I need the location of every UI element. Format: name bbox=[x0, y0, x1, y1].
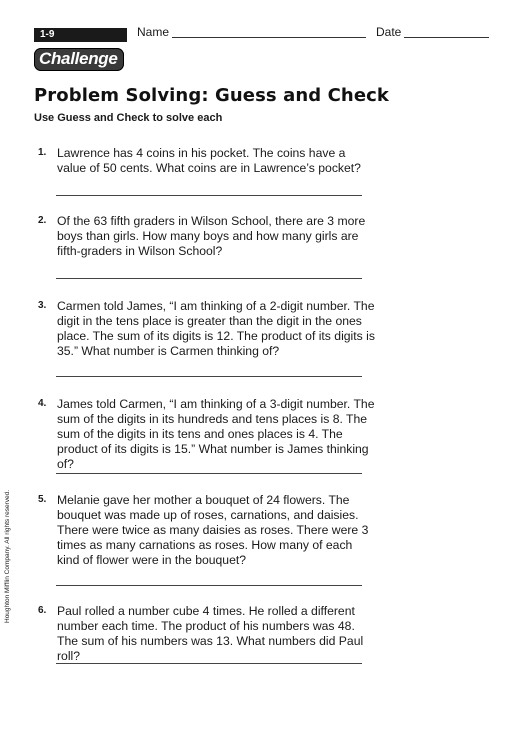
problem-number: 1. bbox=[38, 147, 47, 158]
problem-text: Lawrence has 4 coins in his pocket. The coins have a value of 50 cents. What coins are in Lawrence’s pocket? bbox=[57, 146, 361, 175]
answer-line-2[interactable] bbox=[56, 278, 362, 279]
problem-text: Of the 63 fifth graders in Wilson School, there are 3 more boys than girls. How many boys and how many girls are fifth-graders in Wilson School? bbox=[57, 214, 366, 258]
problem-text: Carmen told James, “I am thinking of a 2-digit number. The digit in the tens place is greater than the digit in the ones place. The sum of its digits is 12. The product of its digits is 35.” What number is Carmen thinking of? bbox=[57, 299, 375, 358]
problem-number: 3. bbox=[38, 300, 47, 311]
date-field-line[interactable] bbox=[404, 37, 489, 38]
problem-number: 2. bbox=[38, 215, 47, 226]
answer-line-3[interactable] bbox=[56, 376, 362, 377]
name-field-line[interactable] bbox=[172, 37, 366, 38]
page-title: Problem Solving: Guess and Check bbox=[34, 85, 389, 106]
answer-line-4[interactable] bbox=[56, 473, 362, 474]
instructions: Use Guess and Check to solve each bbox=[34, 112, 223, 124]
answer-line-6[interactable] bbox=[56, 663, 362, 664]
challenge-badge: Challenge bbox=[34, 48, 124, 71]
name-label: Name bbox=[137, 25, 170, 39]
problem-number: 5. bbox=[38, 494, 47, 505]
answer-line-1[interactable] bbox=[56, 195, 362, 196]
problem-text: Paul rolled a number cube 4 times. He rolled a different number each time. The product of his numbers was 48. The sum of his numbers was 13. What numbers did Paul roll? bbox=[57, 604, 364, 663]
problem-text: Melanie gave her mother a bouquet of 24 flowers. The bouquet was made up of roses, carnations, and daisies. There were twice as many daisies as roses. There were 3 times as many carnations as roses. How many of each kind of flower were in the bouquet? bbox=[57, 493, 369, 567]
date-label: Date bbox=[376, 25, 402, 39]
problem-number: 6. bbox=[38, 605, 47, 616]
problem-number: 4. bbox=[38, 398, 47, 409]
lesson-number-tag: 1-9 bbox=[34, 28, 127, 42]
answer-line-5[interactable] bbox=[56, 585, 362, 586]
copyright-notice: Houghton Mifflin Company. All rights reserved. bbox=[4, 489, 11, 623]
problem-text: James told Carmen, “I am thinking of a 3-digit number. The sum of the digits in its hundreds and tens places is 8. The sum of the digits in its tens and ones places is 4. The product of its digits is 15.” What number is James thinking of? bbox=[57, 397, 375, 471]
